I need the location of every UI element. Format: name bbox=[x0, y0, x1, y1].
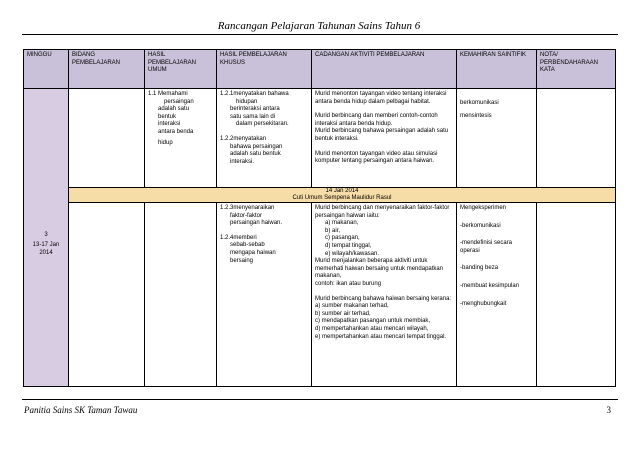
hpk-line: interaksi. bbox=[230, 158, 255, 165]
aktiviti-list-item: d) mempertahankan atau mencari wilayah, bbox=[315, 325, 429, 332]
aktiviti-list-item: a) makanan, bbox=[325, 220, 359, 227]
week-number: 3 bbox=[44, 231, 48, 238]
hpk-line: persaingan haiwan. bbox=[230, 220, 283, 227]
hpu-line: persaingan bbox=[164, 98, 194, 105]
hpk-line: sebab-sebab bbox=[230, 242, 265, 249]
hpk-cell bbox=[217, 203, 312, 387]
col-header-hpu: HASIL PEMBELAJARAN UMUM bbox=[145, 50, 217, 89]
hpu-cell bbox=[145, 89, 217, 188]
kemahiran-item: Mengeksperimen bbox=[460, 205, 507, 211]
aktiviti-paragraph: Murid berbincang bahawa persaingan adalah satu bentuk interaksi. bbox=[315, 128, 449, 142]
document-title: Rancangan Pelajaran Tahunan Sains Tahun 6 bbox=[217, 20, 421, 32]
hpu-line: adalah satu bbox=[158, 106, 190, 113]
lesson-plan-table bbox=[23, 49, 616, 387]
hpu-cell bbox=[145, 203, 217, 387]
holiday-cell bbox=[69, 188, 616, 203]
hpk-line: 1.2.1menyatakan bahawa bbox=[220, 91, 289, 97]
aktiviti-list-item: b) sumber air terhad, bbox=[315, 310, 371, 317]
footer-school: Panitia Sains SK Taman Tawau bbox=[24, 405, 138, 415]
kemahiran-cell bbox=[457, 89, 537, 188]
header-row bbox=[24, 50, 616, 89]
footer-rule bbox=[22, 399, 618, 400]
kemahiran-item: berkomunikasi bbox=[460, 100, 499, 106]
hpk-line: satu sama lain di bbox=[230, 113, 276, 120]
aktiviti-list-item: c) pasangan, bbox=[325, 235, 360, 242]
kemahiran-cell bbox=[457, 203, 537, 387]
hpk-line: faktor-faktor bbox=[230, 212, 263, 219]
hpk-line: berinteraksi antara bbox=[230, 106, 280, 113]
aktiviti-list-item: e) wilayah/kawasan. bbox=[325, 250, 380, 257]
hpk-line: mengapa haiwan bbox=[230, 249, 276, 256]
hpk-line: adalah satu bentuk bbox=[230, 151, 281, 158]
aktiviti-list-item: b) air, bbox=[325, 227, 341, 234]
hpu-line: bentuk bbox=[158, 113, 177, 120]
hpk-cell bbox=[217, 89, 312, 188]
hpk-line: 1.2.4memberi bbox=[220, 234, 257, 241]
hpk-line: 1.2.2menyatakan bbox=[220, 135, 267, 142]
page-number: 3 bbox=[606, 405, 611, 415]
hpk-line: bahawa persaingan bbox=[230, 143, 283, 150]
kemahiran-item: -membuat kesimpulan bbox=[460, 282, 520, 289]
aktiviti-list-item: a) sumber makanan terhad, bbox=[315, 303, 389, 310]
table-row bbox=[24, 89, 616, 188]
col-header-minggu: MINGGU bbox=[24, 50, 69, 89]
week-cell bbox=[24, 89, 69, 387]
hpk-line: dalam persekitaran. bbox=[236, 121, 289, 128]
title-rule bbox=[22, 34, 618, 35]
aktiviti-cell bbox=[312, 89, 457, 188]
kemahiran-item: -banding beza bbox=[460, 265, 499, 272]
week-dates: 13-17 Jan bbox=[32, 242, 60, 249]
hpu-line: interaksi bbox=[158, 121, 181, 128]
aktiviti-paragraph: Murid berbincang dan menyenaraikan faktor-faktor persaingan haiwan iaitu: bbox=[315, 205, 450, 219]
holiday-date: 14 Jan 2014 bbox=[325, 188, 359, 194]
aktiviti-list-item: d) tempat tinggal, bbox=[325, 242, 372, 249]
hpk-line: hidupan bbox=[236, 98, 258, 105]
aktiviti-list-item: c) mendapatkan pasangan untuk membiak, bbox=[315, 318, 431, 325]
hpu-line: antara benda bbox=[158, 128, 194, 135]
kemahiran-item: mensintesis bbox=[460, 112, 492, 119]
aktiviti-list-item: e) mempertahankan atau mencari tempat tinggal. bbox=[315, 333, 447, 340]
aktiviti-paragraph: Murid berbincang dan memberi contoh-contoh interaksi antara benda hidup. bbox=[315, 113, 438, 127]
kemahiran-item: -menghubungkait bbox=[460, 300, 507, 307]
nota-cell bbox=[537, 89, 616, 188]
holiday-row bbox=[24, 188, 616, 203]
hpu-line: 1.1 Memahami bbox=[148, 91, 188, 97]
holiday-label: Cuti Umum Sempena Maulidur Rasul bbox=[292, 195, 392, 201]
col-header-kemahiran: KEMAHIRAN SAINTIFIK bbox=[457, 50, 537, 89]
aktiviti-paragraph: Murid menonton tayangan video atau simulasi komputer tentang persaingan antara haiwan. bbox=[315, 150, 438, 165]
kemahiran-item: -mendefinisi secara operasi bbox=[460, 240, 513, 254]
hpu-line: hidup bbox=[158, 139, 173, 146]
bidang-cell bbox=[69, 89, 145, 188]
week-year: 2014 bbox=[39, 249, 53, 256]
col-header-bidang: BIDANG PEMBELAJARAN bbox=[69, 50, 145, 89]
col-header-nota: NOTA/ PERBENDAHARAAN KATA bbox=[537, 50, 616, 89]
aktiviti-paragraph: Murid berbincang bahawa haiwan bersaing kerana: bbox=[315, 295, 452, 302]
col-header-aktiviti: CADANGAN AKTIVITI PEMBELAJARAN bbox=[312, 50, 457, 89]
aktiviti-paragraph: contoh: ikan atau burung bbox=[315, 280, 382, 287]
bidang-cell bbox=[69, 203, 145, 387]
aktiviti-paragraph: Murid menjalankan beberapa aktiviti untuk memerhati haiwan bersaing untuk mendapatkan makanan, bbox=[315, 258, 444, 280]
hpk-line: bersaing bbox=[230, 257, 254, 264]
table-row bbox=[24, 203, 616, 387]
col-header-hpk: HASIL PEMBELAJARAN KHUSUS bbox=[217, 50, 312, 89]
aktiviti-paragraph: Murid menonton tayangan video tentang interaksi antara benda hidup dalam pelbagai habitat. bbox=[315, 91, 447, 105]
nota-cell bbox=[537, 203, 616, 387]
kemahiran-item: -berkomunikasi bbox=[460, 222, 501, 229]
aktiviti-cell bbox=[312, 203, 457, 387]
hpk-line: 1.2.3menyenaraikan bbox=[220, 205, 275, 211]
